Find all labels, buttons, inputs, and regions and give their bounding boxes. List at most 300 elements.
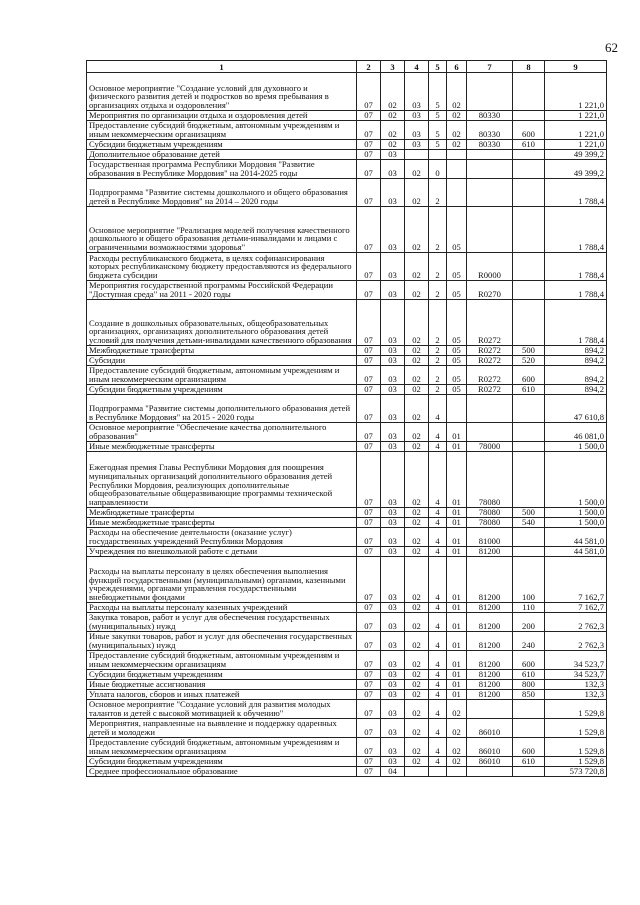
table-cell: 05: [447, 356, 467, 366]
table-cell: 80330: [467, 111, 513, 121]
table-cell: 4: [429, 452, 447, 508]
table-cell: 07: [357, 518, 381, 528]
row-label: Субсидии: [87, 356, 357, 366]
table-cell: 07: [357, 632, 381, 651]
table-cell: 02: [447, 700, 467, 719]
row-label: Расходы на выплаты персоналу в целях обеспечения выполнения функций государственными (муниципальными) органами, казенными учреждениями, органами управления государственными внебюджетными фондами: [87, 557, 357, 603]
table-cell: 7 162,7: [545, 603, 607, 613]
row-label: Расходы на обеспечение деятельности (оказание услуг) государственных учреждений Республики Мордовия: [87, 528, 357, 547]
table-cell: 4: [429, 518, 447, 528]
table-cell: 2: [429, 385, 447, 395]
table-cell: [447, 179, 467, 207]
table-row: [87, 767, 607, 777]
table-cell: 02: [447, 121, 467, 140]
table-cell: 07: [357, 603, 381, 613]
table-row: [87, 73, 607, 111]
row-label: Основное мероприятие "Обеспечение качества дополнительного образования": [87, 423, 357, 442]
table-cell: 03: [381, 385, 405, 395]
table-cell: 7 162,7: [545, 557, 607, 603]
table-cell: 07: [357, 395, 381, 423]
table-cell: R0272: [467, 346, 513, 356]
table-row: [87, 719, 607, 738]
table-cell: 05: [447, 366, 467, 385]
table-cell: 07: [357, 557, 381, 603]
table-cell: 07: [357, 73, 381, 111]
table-cell: 02: [405, 179, 429, 207]
table-cell: 07: [357, 179, 381, 207]
table-cell: 610: [513, 140, 545, 150]
table-cell: [467, 160, 513, 179]
table-row: [87, 395, 607, 423]
table-cell: [513, 207, 545, 253]
table-cell: 02: [405, 518, 429, 528]
table-cell: 600: [513, 738, 545, 757]
table-cell: 07: [357, 651, 381, 670]
row-label: Подпрограмма "Развитие системы дошкольного и общего образования детей в Республике Мордовия" на 2014 – 2020 годы: [87, 179, 357, 207]
table-row: [87, 547, 607, 557]
table-cell: 03: [381, 207, 405, 253]
table-cell: R0272: [467, 300, 513, 346]
table-cell: 07: [357, 150, 381, 160]
table-cell: 610: [513, 757, 545, 767]
table-cell: 4: [429, 557, 447, 603]
table-cell: 03: [381, 356, 405, 366]
table-cell: 02: [381, 111, 405, 121]
table-cell: [405, 767, 429, 777]
table-cell: 02: [405, 508, 429, 518]
table-cell: 800: [513, 680, 545, 690]
table-cell: 78080: [467, 452, 513, 508]
table-cell: 100: [513, 557, 545, 603]
table-cell: 07: [357, 738, 381, 757]
table-cell: 2 762,3: [545, 613, 607, 632]
table-cell: 894,2: [545, 346, 607, 356]
table-row: [87, 121, 607, 140]
table-row: [87, 346, 607, 356]
table-cell: 02: [447, 738, 467, 757]
table-cell: 01: [447, 603, 467, 613]
table-cell: 01: [447, 670, 467, 680]
table-cell: 4: [429, 757, 447, 767]
column-header: 5: [429, 61, 447, 73]
table-cell: 600: [513, 366, 545, 385]
table-cell: [467, 73, 513, 111]
table-cell: 4: [429, 442, 447, 452]
table-cell: 86010: [467, 757, 513, 767]
column-header: 6: [447, 61, 467, 73]
table-cell: 1 788,4: [545, 300, 607, 346]
table-cell: 44 581,0: [545, 528, 607, 547]
table-cell: 86010: [467, 719, 513, 738]
table-cell: 4: [429, 528, 447, 547]
table-cell: 02: [405, 395, 429, 423]
table-cell: 4: [429, 738, 447, 757]
table-cell: 2: [429, 207, 447, 253]
table-cell: 2: [429, 356, 447, 366]
table-cell: 1 500,0: [545, 442, 607, 452]
table-cell: R0272: [467, 356, 513, 366]
table-cell: [429, 767, 447, 777]
table-cell: 200: [513, 613, 545, 632]
table-row: [87, 508, 607, 518]
table-cell: 02: [405, 346, 429, 356]
table-row: [87, 160, 607, 179]
table-cell: 2: [429, 281, 447, 300]
table-cell: 02: [405, 300, 429, 346]
table-row: [87, 680, 607, 690]
table-cell: 894,2: [545, 385, 607, 395]
row-label: Иные межбюджетные трансферты: [87, 518, 357, 528]
table-cell: [467, 700, 513, 719]
table-cell: 49 399,2: [545, 150, 607, 160]
row-label: Государственная программа Республики Мордовия "Развитие образования в Республике Мордовия" на 2014-2025 годы: [87, 160, 357, 179]
table-cell: 02: [405, 632, 429, 651]
table-cell: 07: [357, 767, 381, 777]
table-cell: 4: [429, 603, 447, 613]
table-cell: 1 529,8: [545, 719, 607, 738]
table-cell: 02: [447, 73, 467, 111]
table-cell: 5: [429, 121, 447, 140]
table-cell: 4: [429, 613, 447, 632]
row-label: Предоставление субсидий бюджетным, автономным учреждениям и иным некоммерческим организациям: [87, 121, 357, 140]
table-cell: 03: [381, 719, 405, 738]
table-cell: 03: [405, 140, 429, 150]
table-cell: 573 720,8: [545, 767, 607, 777]
table-cell: 240: [513, 632, 545, 651]
table-cell: 1 529,8: [545, 738, 607, 757]
table-cell: [467, 767, 513, 777]
table-cell: 1 529,8: [545, 757, 607, 767]
row-label: Расходы на выплаты персоналу казенных учреждений: [87, 603, 357, 613]
table-cell: 05: [447, 207, 467, 253]
row-label: Расходы республиканского бюджета, в целях софинансирования которых республиканскому бюджету предоставляются из федерального бюджета субсидии: [87, 253, 357, 281]
table-cell: [513, 150, 545, 160]
table-cell: 05: [447, 253, 467, 281]
row-label: Предоставление субсидий бюджетным, автономным учреждениям и иным некоммерческим организациям: [87, 738, 357, 757]
row-label: Создание в дошкольных образовательных, общеобразовательных организациях, организациях дополнительного образования детей условий для получения детьми-инвалидами качественного образования: [87, 300, 357, 346]
table-cell: 78000: [467, 442, 513, 452]
table-row: [87, 281, 607, 300]
table-cell: 02: [405, 442, 429, 452]
table-cell: 03: [381, 547, 405, 557]
table-row: [87, 423, 607, 442]
row-label: Мероприятия по организации отдыха и оздоровления детей: [87, 111, 357, 121]
table-cell: 47 610,8: [545, 395, 607, 423]
table-body: [87, 73, 607, 777]
table-cell: [513, 452, 545, 508]
row-label: Основное мероприятие "Реализация моделей получения качественного дошкольного и общего образования детьми-инвалидами и лицами с ограниченными возможностями здоровья": [87, 207, 357, 253]
table-cell: 07: [357, 385, 381, 395]
table-cell: 03: [381, 150, 405, 160]
table-cell: 07: [357, 680, 381, 690]
table-cell: [513, 700, 545, 719]
table-header-row: [87, 61, 607, 73]
table-cell: 07: [357, 700, 381, 719]
table-row: [87, 528, 607, 547]
table-cell: [513, 179, 545, 207]
table-cell: [513, 300, 545, 346]
table-cell: 01: [447, 518, 467, 528]
table-cell: [429, 150, 447, 160]
table-cell: 610: [513, 670, 545, 680]
table-cell: 03: [381, 281, 405, 300]
table-cell: [513, 395, 545, 423]
table-cell: [467, 395, 513, 423]
table-cell: 02: [405, 253, 429, 281]
table-cell: 1 221,0: [545, 121, 607, 140]
table-cell: 132,3: [545, 680, 607, 690]
row-label: Межбюджетные трансферты: [87, 346, 357, 356]
table-cell: [513, 528, 545, 547]
table-cell: 0: [429, 160, 447, 179]
table-cell: 02: [381, 140, 405, 150]
table-cell: 03: [381, 300, 405, 346]
table-cell: 894,2: [545, 356, 607, 366]
table-cell: 34 523,7: [545, 651, 607, 670]
table-cell: 86010: [467, 738, 513, 757]
table-cell: 80330: [467, 140, 513, 150]
table-cell: 07: [357, 690, 381, 700]
table-cell: 02: [405, 603, 429, 613]
table-cell: 07: [357, 528, 381, 547]
table-row: [87, 140, 607, 150]
table-cell: 132,3: [545, 690, 607, 700]
table-cell: 02: [405, 423, 429, 442]
table-cell: 4: [429, 547, 447, 557]
table-cell: 02: [405, 160, 429, 179]
table-cell: 110: [513, 603, 545, 613]
table-cell: 2: [429, 366, 447, 385]
table-cell: 02: [447, 140, 467, 150]
table-cell: 02: [405, 670, 429, 680]
table-cell: 05: [447, 385, 467, 395]
table-cell: 03: [381, 508, 405, 518]
table-cell: 78080: [467, 518, 513, 528]
table-cell: 03: [381, 700, 405, 719]
table-cell: 1 221,0: [545, 73, 607, 111]
table-cell: [513, 253, 545, 281]
row-label: Закупка товаров, работ и услуг для обеспечения государственных (муниципальных) нужд: [87, 613, 357, 632]
table-cell: 02: [405, 757, 429, 767]
table-cell: 02: [405, 356, 429, 366]
table-cell: 07: [357, 670, 381, 680]
table-cell: 01: [447, 557, 467, 603]
table-cell: 78080: [467, 508, 513, 518]
table-cell: 03: [381, 738, 405, 757]
table-cell: 46 081,0: [545, 423, 607, 442]
row-label: Мероприятия государственной программы Российской Федерации "Доступная среда" на 2011 - 2020 годы: [87, 281, 357, 300]
table-cell: 81200: [467, 613, 513, 632]
table-cell: 02: [381, 73, 405, 111]
table-cell: 03: [381, 632, 405, 651]
table-cell: 2: [429, 300, 447, 346]
table-row: [87, 150, 607, 160]
table-cell: [513, 719, 545, 738]
table-cell: 1 788,4: [545, 253, 607, 281]
table-cell: 03: [405, 73, 429, 111]
table-cell: 01: [447, 651, 467, 670]
table-cell: 1 529,8: [545, 700, 607, 719]
table-cell: 07: [357, 547, 381, 557]
table-cell: 02: [405, 528, 429, 547]
row-label: Предоставление субсидий бюджетным, автономным учреждениям и иным некоммерческим организациям: [87, 366, 357, 385]
row-label: Основное мероприятие "Создание условий для развития молодых талантов и детей с высокой мотивацией к обучению": [87, 700, 357, 719]
table-cell: 02: [405, 207, 429, 253]
table-cell: 03: [405, 121, 429, 140]
table-cell: 4: [429, 508, 447, 518]
table-cell: 34 523,7: [545, 670, 607, 680]
table-cell: 03: [381, 518, 405, 528]
table-row: [87, 670, 607, 680]
table-cell: 1 788,4: [545, 179, 607, 207]
table-cell: 1 500,0: [545, 518, 607, 528]
table-row: [87, 757, 607, 767]
table-cell: 850: [513, 690, 545, 700]
table-cell: 03: [381, 613, 405, 632]
row-label: Среднее профессиональное образование: [87, 767, 357, 777]
table-cell: 02: [405, 281, 429, 300]
table-cell: 610: [513, 385, 545, 395]
table-cell: 4: [429, 690, 447, 700]
table-cell: [467, 179, 513, 207]
table-row: [87, 518, 607, 528]
table-cell: R0270: [467, 281, 513, 300]
table-cell: 4: [429, 632, 447, 651]
table-row: [87, 632, 607, 651]
table-cell: 05: [447, 281, 467, 300]
table-cell: 1 788,4: [545, 207, 607, 253]
table-cell: [513, 547, 545, 557]
table-cell: 07: [357, 300, 381, 346]
table-cell: 07: [357, 613, 381, 632]
table-cell: 520: [513, 356, 545, 366]
table-cell: 03: [381, 179, 405, 207]
table-cell: 4: [429, 719, 447, 738]
table-cell: 01: [447, 690, 467, 700]
table-cell: 02: [405, 719, 429, 738]
table-cell: 01: [447, 632, 467, 651]
row-label: Субсидии бюджетным учреждениям: [87, 757, 357, 767]
table-cell: [447, 160, 467, 179]
table-cell: 01: [447, 508, 467, 518]
table-cell: 02: [405, 700, 429, 719]
table-cell: 81200: [467, 680, 513, 690]
table-cell: 07: [357, 366, 381, 385]
row-label: Субсидии бюджетным учреждениям: [87, 670, 357, 680]
page-number: 62: [605, 40, 618, 55]
table-cell: 03: [381, 528, 405, 547]
table-cell: 01: [447, 452, 467, 508]
table-row: [87, 738, 607, 757]
table-cell: [467, 150, 513, 160]
table-cell: 03: [381, 557, 405, 603]
table-cell: 4: [429, 423, 447, 442]
table-cell: 2: [429, 346, 447, 356]
table-cell: [513, 423, 545, 442]
table-cell: [513, 281, 545, 300]
row-label: Мероприятия, направленные на выявление и поддержку одаренных детей и молодежи: [87, 719, 357, 738]
table-cell: 07: [357, 111, 381, 121]
table-cell: 4: [429, 395, 447, 423]
row-label: Субсидии бюджетным учреждениям: [87, 385, 357, 395]
table-cell: [513, 111, 545, 121]
table-cell: 02: [405, 385, 429, 395]
table-cell: 1 500,0: [545, 508, 607, 518]
table-cell: 04: [381, 767, 405, 777]
table-cell: 1 500,0: [545, 452, 607, 508]
table-cell: 05: [447, 346, 467, 356]
table-row: [87, 356, 607, 366]
table-cell: 03: [381, 160, 405, 179]
column-header: 9: [545, 61, 607, 73]
table-row: [87, 651, 607, 670]
table-cell: 02: [447, 757, 467, 767]
table-row: [87, 385, 607, 395]
row-label: Подпрограмма "Развитие системы дополнительного образования детей в Республике Мордовия" на 2015 - 2020 годы: [87, 395, 357, 423]
table-cell: 4: [429, 700, 447, 719]
table-cell: 02: [381, 121, 405, 140]
table-cell: 1 788,4: [545, 281, 607, 300]
row-label: Иные межбюджетные трансферты: [87, 442, 357, 452]
table-cell: 03: [381, 442, 405, 452]
row-label: Ежегодная премия Главы Республики Мордовия для поощрения муниципальных организаций дополнительного образования детей Республики Мордовия, реализующих дополнительные общеобразовательные общеразвивающие программы технической направленности: [87, 452, 357, 508]
row-label: Иные бюджетные ассигнования: [87, 680, 357, 690]
table-cell: 02: [405, 680, 429, 690]
table-cell: 03: [405, 111, 429, 121]
row-label: Основное мероприятие "Создание условий для духовного и физического развития детей и подростков во время пребывания в организациях отдыха и оздоровления": [87, 73, 357, 111]
table-cell: 02: [447, 111, 467, 121]
table-row: [87, 111, 607, 121]
row-label: Учреждения по внешкольной работе с детьми: [87, 547, 357, 557]
table-cell: 01: [447, 442, 467, 452]
table-cell: 03: [381, 452, 405, 508]
table-cell: 81200: [467, 547, 513, 557]
table-cell: R0272: [467, 366, 513, 385]
table-cell: 894,2: [545, 366, 607, 385]
table-cell: 2: [429, 179, 447, 207]
table-cell: [447, 767, 467, 777]
table-cell: 2 762,3: [545, 632, 607, 651]
table-row: [87, 300, 607, 346]
table-cell: 4: [429, 670, 447, 680]
budget-table: [86, 60, 607, 777]
table-row: [87, 179, 607, 207]
table-cell: 03: [381, 680, 405, 690]
table-cell: 02: [405, 613, 429, 632]
table-cell: 07: [357, 757, 381, 767]
table-row: [87, 207, 607, 253]
table-cell: 01: [447, 613, 467, 632]
table-cell: 07: [357, 160, 381, 179]
table-cell: 5: [429, 111, 447, 121]
table-cell: 44 581,0: [545, 547, 607, 557]
table-cell: 07: [357, 508, 381, 518]
table-cell: 81200: [467, 670, 513, 680]
table-cell: 600: [513, 121, 545, 140]
table-cell: 02: [405, 651, 429, 670]
table-cell: 02: [405, 557, 429, 603]
table-cell: 02: [447, 719, 467, 738]
table-cell: 03: [381, 670, 405, 680]
table-cell: 5: [429, 73, 447, 111]
table-cell: 07: [357, 253, 381, 281]
table-cell: 03: [381, 757, 405, 767]
table-cell: 540: [513, 518, 545, 528]
table-cell: 1 221,0: [545, 140, 607, 150]
table-cell: 02: [405, 690, 429, 700]
column-header: 7: [467, 61, 513, 73]
table-cell: [405, 150, 429, 160]
